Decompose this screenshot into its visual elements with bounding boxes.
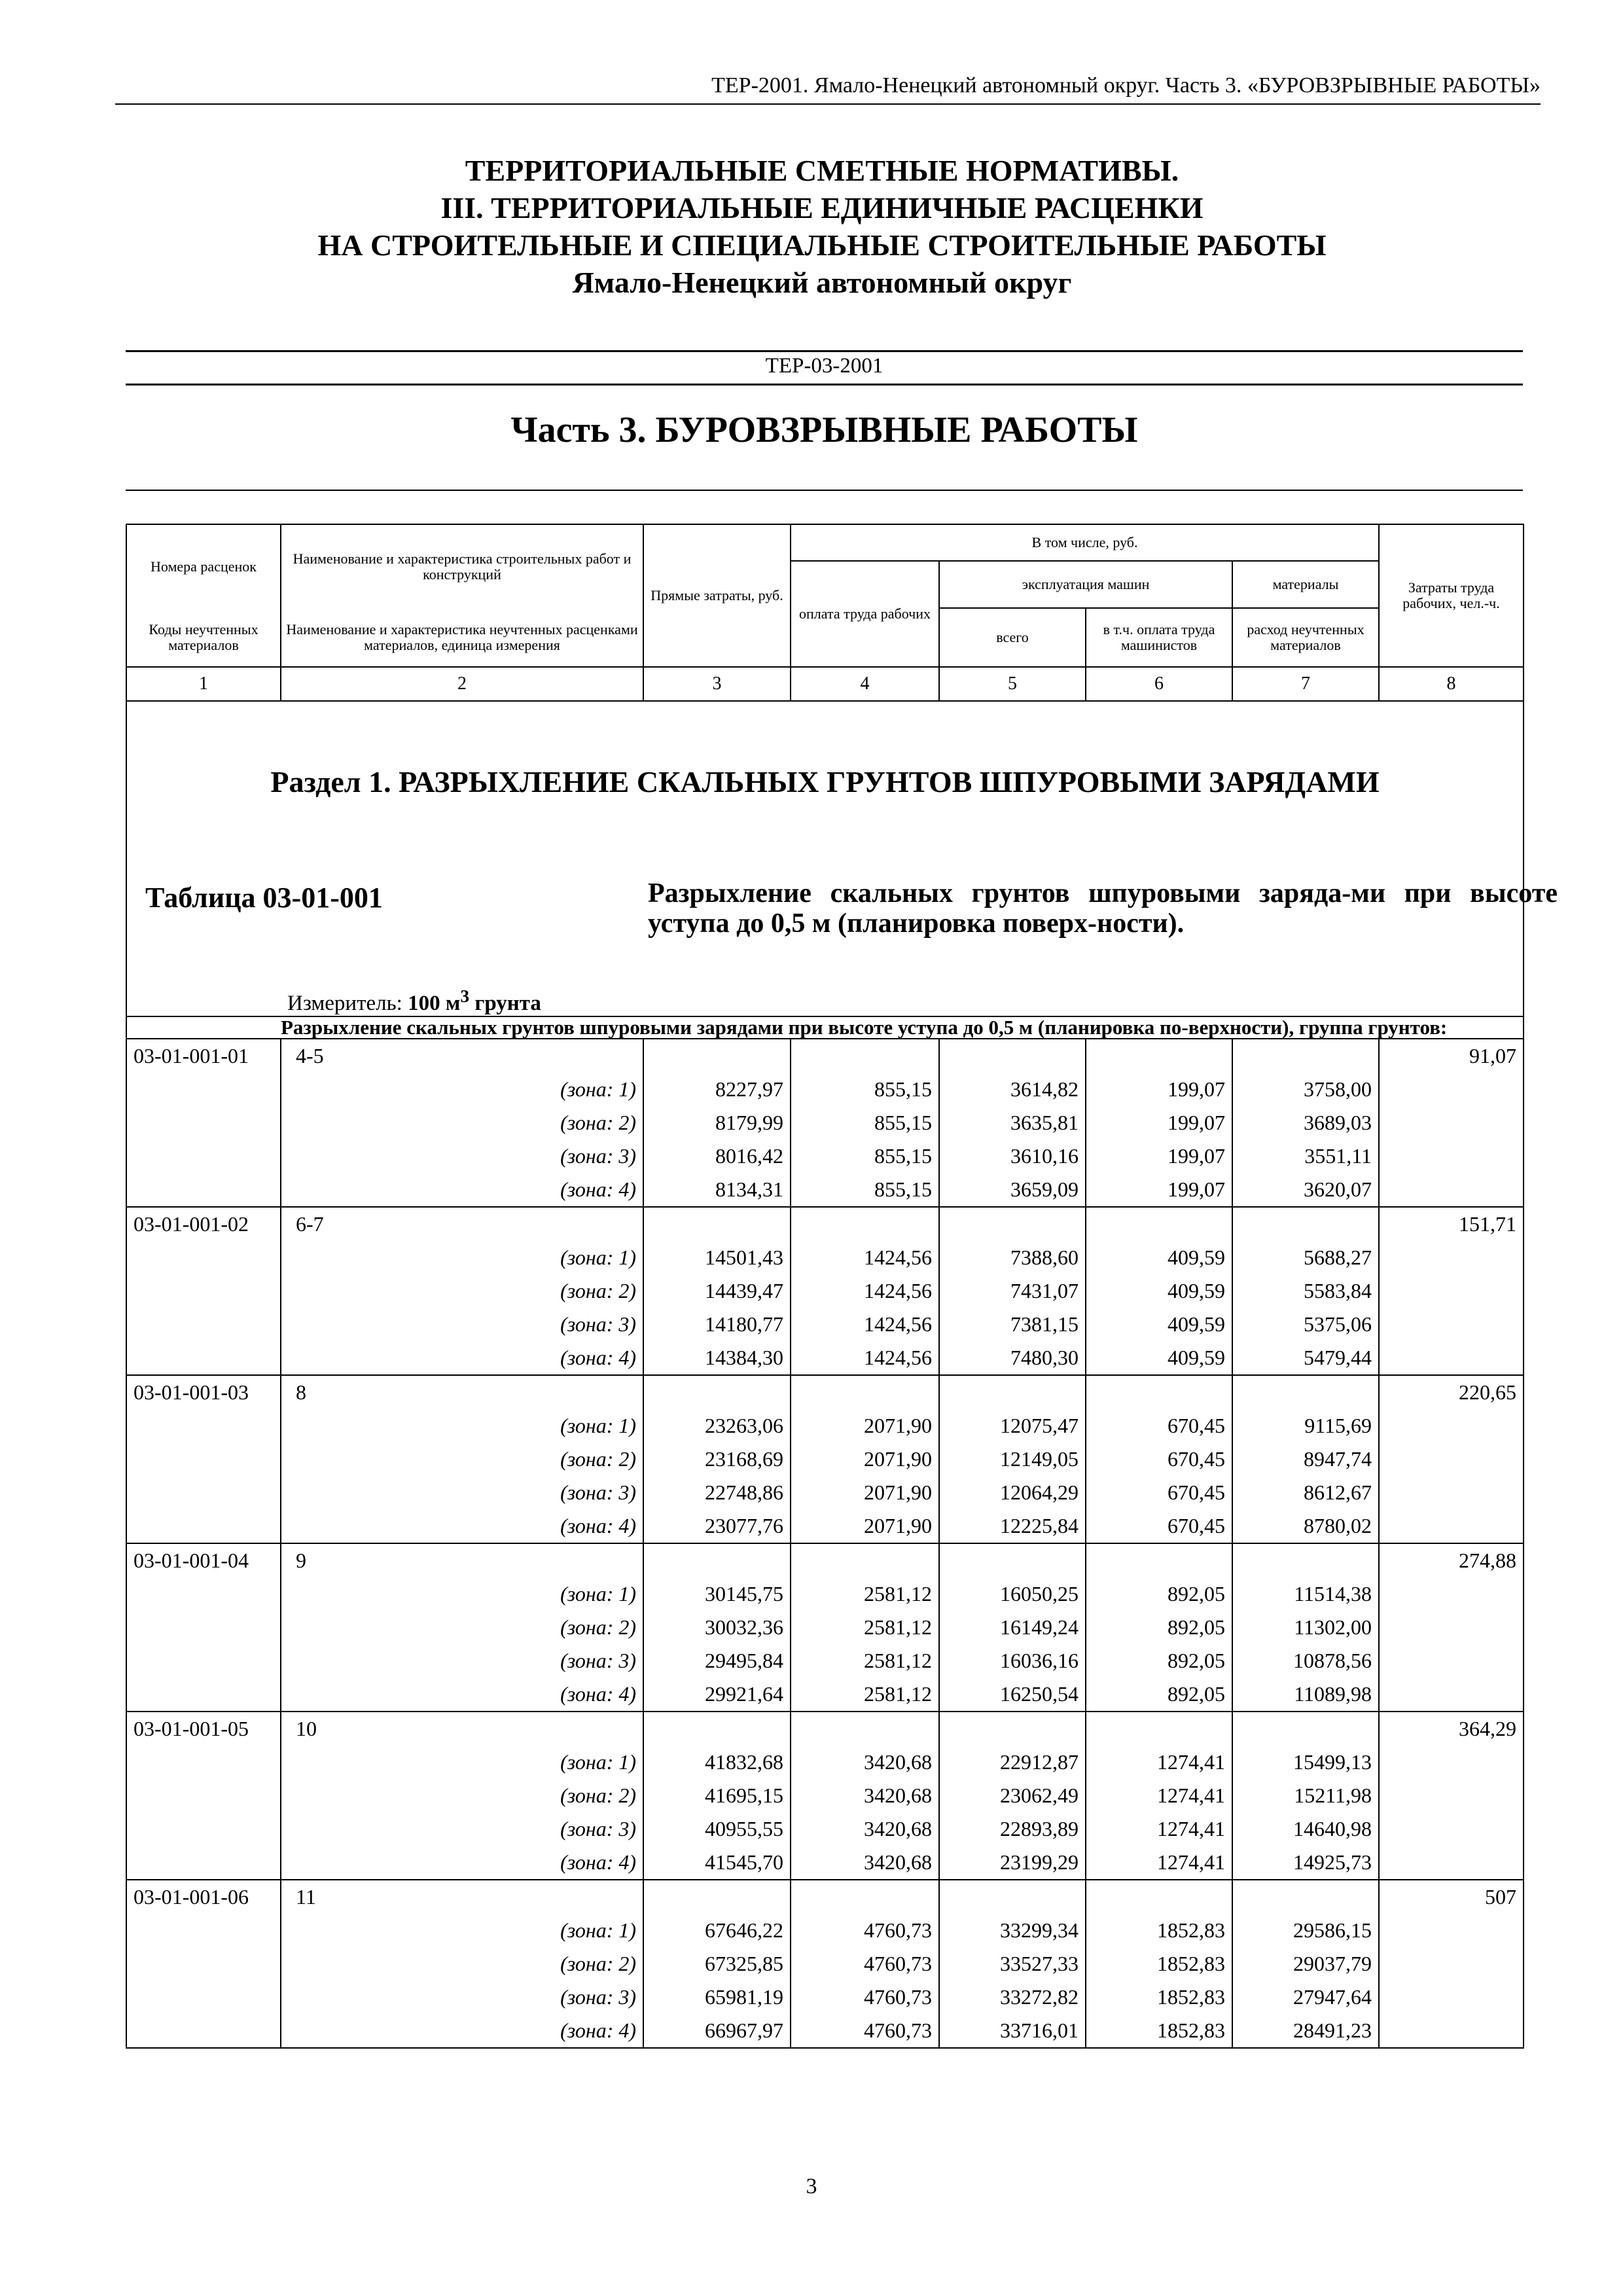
value-direct: 66967,97: [705, 2018, 783, 2042]
value-column-machines: [939, 1880, 1086, 2048]
value-spacer: [644, 1712, 783, 1746]
value-column-machinists: [1086, 1207, 1232, 1375]
rates-table: [126, 524, 1558, 2049]
value-column-machines: [939, 1207, 1086, 1375]
value-spacer: [1086, 1712, 1225, 1746]
meter-label: Измеритель:: [287, 992, 402, 1015]
value-pay: 855,15: [874, 1111, 932, 1134]
value-spacer: [940, 1544, 1079, 1577]
value-pay: 2071,90: [864, 1447, 932, 1471]
value-spacer: [940, 1039, 1079, 1073]
header-machinist-pay: в т.ч. оплата труда машинистов: [1086, 608, 1232, 667]
value-direct: 8227,97: [715, 1077, 783, 1101]
rate-label: 8: [296, 1380, 306, 1404]
value-materials: 15211,98: [1294, 1784, 1372, 1807]
value-spacer: [791, 1039, 932, 1073]
value-direct: 23168,69: [705, 1447, 783, 1471]
value-machinists: 1274,41: [1157, 1817, 1225, 1840]
title-line: Ямало-Ненецкий автономный округ: [572, 266, 1072, 299]
value-machines: 23199,29: [1000, 1850, 1079, 1874]
zone-label: (зона: 4): [560, 1682, 636, 1706]
value-column-direct: [643, 1207, 791, 1375]
rate-description: [281, 1039, 643, 1207]
value-spacer: [1086, 1376, 1225, 1409]
value-spacer: [940, 1712, 1079, 1746]
value-machinists: 670,45: [1168, 1447, 1225, 1471]
value-machinists: 199,07: [1168, 1077, 1225, 1101]
value-spacer: [1086, 1208, 1225, 1241]
value-column-machines: [939, 1375, 1086, 1543]
column-number: 1: [126, 667, 281, 701]
value-pay: 1424,56: [864, 1346, 932, 1369]
value-spacer: [1086, 1039, 1225, 1073]
value-spacer: [791, 1712, 932, 1746]
page-number: 3: [806, 2174, 817, 2198]
value-pay: 4760,73: [864, 2018, 932, 2042]
value-machines: 23062,49: [1000, 1784, 1079, 1807]
meter-line: [287, 986, 541, 1016]
value-spacer: [940, 1208, 1079, 1241]
value-machinists: 670,45: [1168, 1480, 1225, 1504]
value-direct: 30145,75: [705, 1582, 783, 1605]
value-pay: 2581,12: [864, 1682, 932, 1706]
rate-row: [126, 1375, 1524, 1543]
value-spacer: [1233, 1208, 1372, 1241]
value-pay: 855,15: [874, 1177, 932, 1201]
value-pay: 4760,73: [864, 1952, 932, 1975]
value-machinists: 1852,83: [1157, 2018, 1225, 2042]
rate-row: [126, 1543, 1524, 1712]
value-pay: 1424,56: [864, 1279, 932, 1302]
value-machines: 12075,47: [1000, 1414, 1079, 1437]
rate-description: [281, 1543, 643, 1712]
section-title: Раздел 1. РАЗРЫХЛЕНИЕ СКАЛЬНЫХ ГРУНТОВ ШПУРОВЫМИ ЗАРЯДАМИ: [270, 765, 1380, 798]
zone-label: (зона: 3): [560, 1480, 636, 1504]
value-machines: 12149,05: [1000, 1447, 1079, 1471]
value-spacer: [644, 1208, 783, 1241]
value-spacer: [940, 1880, 1079, 1914]
title-line: III. ТЕРРИТОРИАЛЬНЫЕ ЕДИНИЧНЫЕ РАСЦЕНКИ: [440, 191, 1204, 224]
labor-value: 91,07: [1379, 1039, 1524, 1207]
value-spacer: [940, 1376, 1079, 1409]
column-number: 3: [643, 667, 791, 701]
value-column-machinists: [1086, 1712, 1232, 1880]
rate-label: 9: [296, 1549, 306, 1572]
zone-label: (зона: 3): [560, 1817, 636, 1840]
value-direct: 41832,68: [705, 1750, 783, 1774]
value-machinists: 670,45: [1168, 1414, 1225, 1437]
value-pay: 2581,12: [864, 1649, 932, 1672]
value-column-pay: [791, 1880, 939, 2048]
value-machines: 3659,09: [1010, 1177, 1079, 1201]
value-spacer: [1233, 1376, 1372, 1409]
rate-label: 6-7: [296, 1212, 324, 1236]
rate-label: 4-5: [296, 1044, 324, 1067]
value-pay: 3420,68: [864, 1850, 932, 1874]
value-machinists: 1274,41: [1157, 1850, 1225, 1874]
zone-label: (зона: 4): [560, 2018, 636, 2042]
value-direct: 14439,47: [705, 1279, 783, 1302]
value-spacer: [644, 1039, 783, 1073]
value-machinists: 199,07: [1168, 1144, 1225, 1168]
value-machines: 33299,34: [1000, 1918, 1079, 1942]
value-direct: 29495,84: [705, 1649, 783, 1672]
section-block: [126, 701, 1558, 1016]
value-direct: 14501,43: [705, 1246, 783, 1269]
value-pay: 2071,90: [864, 1514, 932, 1537]
value-spacer: [791, 1208, 932, 1241]
value-column-pay: [791, 1375, 939, 1543]
header-machines-total: всего: [939, 608, 1086, 667]
value-machines: 7381,15: [1010, 1312, 1079, 1336]
zone-label: (зона: 4): [560, 1850, 636, 1874]
value-materials: 29586,15: [1293, 1918, 1372, 1942]
value-materials: 28491,23: [1293, 2018, 1372, 2042]
value-materials: 5583,84: [1304, 1279, 1372, 1302]
table-description: Разрыхление скальных грунтов шпуровыми заряда-ми при высоте уступа до 0,5 м (планировка поверх-ности).: [648, 878, 1558, 939]
value-spacer: [791, 1544, 932, 1577]
value-materials: 3758,00: [1304, 1077, 1372, 1101]
header-labor-costs: Затраты труда рабочих, чел.-ч.: [1379, 524, 1524, 667]
value-machinists: 892,05: [1168, 1582, 1225, 1605]
column-number: 8: [1379, 667, 1524, 701]
zone-label: (зона: 4): [560, 1514, 636, 1537]
rate-code: 03-01-001-02: [126, 1207, 281, 1375]
value-direct: 23263,06: [705, 1414, 783, 1437]
value-materials: 14640,98: [1293, 1817, 1372, 1840]
value-machines: 16050,25: [1000, 1582, 1079, 1605]
value-machinists: 1852,83: [1157, 1985, 1225, 2009]
value-column-pay: [791, 1039, 939, 1207]
value-column-materials: [1232, 1039, 1379, 1207]
value-column-direct: [643, 1880, 791, 2048]
value-machines: 7431,07: [1010, 1279, 1079, 1302]
zone-label: (зона: 1): [560, 1918, 636, 1942]
group-heading: Разрыхление скальных грунтов шпуровыми зарядами при высоте уступа до 0,5 м (планировка по-верхности), группа грунтов:: [281, 1016, 1524, 1039]
divider: [126, 350, 1523, 352]
value-pay: 2581,12: [864, 1582, 932, 1605]
value-pay: 3420,68: [864, 1817, 932, 1840]
value-machinists: 409,59: [1168, 1312, 1225, 1336]
value-spacer: [1233, 1880, 1372, 1914]
value-pay: 2071,90: [864, 1414, 932, 1437]
value-column-machinists: [1086, 1880, 1232, 2048]
value-direct: 22748,86: [705, 1480, 783, 1504]
value-direct: 8179,99: [715, 1111, 783, 1134]
value-machines: 33716,01: [1000, 2018, 1079, 2042]
value-materials: 3689,03: [1304, 1111, 1372, 1134]
value-materials: 11302,00: [1294, 1615, 1372, 1639]
value-direct: 41695,15: [705, 1784, 783, 1807]
zone-label: (зона: 1): [560, 1750, 636, 1774]
labor-value: 220,65: [1379, 1375, 1524, 1543]
zone-label: (зона: 2): [560, 1615, 636, 1639]
value-column-machinists: [1086, 1543, 1232, 1712]
value-spacer: [1086, 1880, 1225, 1914]
value-pay: 3420,68: [864, 1750, 932, 1774]
column-number: 4: [791, 667, 939, 701]
value-direct: 67325,85: [705, 1952, 783, 1975]
header-rate-numbers: Номера расценок: [126, 524, 281, 608]
value-spacer: [1233, 1712, 1372, 1746]
value-pay: 855,15: [874, 1144, 932, 1168]
value-materials: 15499,13: [1293, 1750, 1372, 1774]
meter-value: 100 $м^3$ грунта: [408, 986, 541, 1015]
value-column-materials: [1232, 1543, 1379, 1712]
value-materials: 11514,38: [1294, 1582, 1372, 1605]
value-column-direct: [643, 1712, 791, 1880]
table-label: Таблица 03-01-001: [145, 882, 383, 914]
value-machinists: 199,07: [1168, 1177, 1225, 1201]
column-number: 6: [1086, 667, 1232, 701]
rate-code: 03-01-001-03: [126, 1375, 281, 1543]
value-pay: 4760,73: [864, 1985, 932, 2009]
zone-label: (зона: 1): [560, 1077, 636, 1101]
rate-code: 03-01-001-04: [126, 1543, 281, 1712]
value-direct: 30032,36: [705, 1615, 783, 1639]
group-spacer: [126, 1016, 281, 1039]
value-direct: 14180,77: [705, 1312, 783, 1336]
zone-label: (зона: 3): [560, 1312, 636, 1336]
value-pay: 4760,73: [864, 1918, 932, 1942]
zone-label: (зона: 1): [560, 1582, 636, 1605]
value-machines: 22912,87: [1000, 1750, 1079, 1774]
zone-label: (зона: 1): [560, 1246, 636, 1269]
value-spacer: [644, 1880, 783, 1914]
header-material-use: расход неучтенных материалов: [1232, 608, 1379, 667]
title-line: ТЕРРИТОРИАЛЬНЫЕ СМЕТНЫЕ НОРМАТИВЫ.: [465, 154, 1179, 187]
column-number: 2: [281, 667, 643, 701]
value-machines: 7480,30: [1010, 1346, 1079, 1369]
zone-label: (зона: 4): [560, 1346, 636, 1369]
value-machines: 12225,84: [1000, 1514, 1079, 1537]
value-column-pay: [791, 1207, 939, 1375]
rate-description: [281, 1880, 643, 2048]
value-materials: 10878,56: [1293, 1649, 1372, 1672]
rate-description: [281, 1375, 643, 1543]
value-column-pay: [791, 1543, 939, 1712]
value-direct: 14384,30: [705, 1346, 783, 1369]
header-including: В том числе, руб.: [791, 524, 1379, 561]
value-materials: 5479,44: [1304, 1346, 1372, 1369]
value-direct: 67646,22: [705, 1918, 783, 1942]
value-machines: 33272,82: [1000, 1985, 1079, 2009]
document-code: ТЕР-03-2001: [765, 354, 883, 378]
value-column-direct: [643, 1375, 791, 1543]
zone-label: (зона: 4): [560, 1177, 636, 1201]
header-labor-pay: оплата труда рабочих: [791, 561, 939, 667]
value-spacer: [1233, 1039, 1372, 1073]
rate-label: 10: [296, 1717, 317, 1740]
rate-description: [281, 1712, 643, 1880]
value-direct: 29921,64: [705, 1682, 783, 1706]
value-spacer: [1233, 1544, 1372, 1577]
value-materials: 3620,07: [1304, 1177, 1372, 1201]
value-machines: 12064,29: [1000, 1480, 1079, 1504]
value-spacer: [791, 1880, 932, 1914]
rate-code: 03-01-001-05: [126, 1712, 281, 1880]
zone-label: (зона: 2): [560, 1279, 636, 1302]
zone-label: (зона: 2): [560, 1111, 636, 1134]
header-unaccounted-names: Наименование и характеристика неучтенных расценками материалов, единица измерения: [281, 608, 643, 667]
running-header: ТЕР-2001. Ямало-Ненецкий автономный округ. Часть 3. «БУРОВЗРЫВНЫЕ РАБОТЫ»: [115, 73, 1541, 105]
divider: [126, 384, 1523, 386]
value-materials: 14925,73: [1293, 1850, 1372, 1874]
zone-label: (зона: 1): [560, 1414, 636, 1437]
value-materials: 29037,79: [1293, 1952, 1372, 1975]
value-machinists: 409,59: [1168, 1346, 1225, 1369]
value-machinists: 1852,83: [1157, 1952, 1225, 1975]
value-direct: 40955,55: [705, 1817, 783, 1840]
value-column-machinists: [1086, 1039, 1232, 1207]
value-materials: 8947,74: [1304, 1447, 1372, 1471]
value-column-direct: [643, 1039, 791, 1207]
value-column-materials: [1232, 1375, 1379, 1543]
value-column-machines: [939, 1039, 1086, 1207]
value-pay: 2071,90: [864, 1480, 932, 1504]
title-line: НА СТРОИТЕЛЬНЫЕ И СПЕЦИАЛЬНЫЕ СТРОИТЕЛЬНЫЕ РАБОТЫ: [317, 228, 1327, 262]
value-machines: 22893,89: [1000, 1817, 1079, 1840]
value-machines: 16036,16: [1000, 1649, 1079, 1672]
rate-label: 11: [296, 1885, 316, 1909]
value-spacer: [1086, 1544, 1225, 1577]
value-direct: 8016,42: [715, 1144, 783, 1168]
header-machine-operation: эксплуатация машин: [939, 561, 1232, 608]
value-spacer: [644, 1544, 783, 1577]
value-machinists: 892,05: [1168, 1649, 1225, 1672]
rate-description: [281, 1207, 643, 1375]
value-materials: 9115,69: [1304, 1414, 1372, 1437]
value-column-materials: [1232, 1712, 1379, 1880]
value-machines: 16250,54: [1000, 1682, 1079, 1706]
table-body: [126, 524, 1558, 2048]
value-materials: 3551,11: [1304, 1144, 1372, 1168]
value-materials: 8612,67: [1304, 1480, 1372, 1504]
value-machines: 16149,24: [1000, 1615, 1079, 1639]
part-title: Часть 3. БУРОВЗРЫВНЫЕ РАБОТЫ: [510, 410, 1138, 450]
zone-label: (зона: 2): [560, 1952, 636, 1975]
value-spacer: [791, 1376, 932, 1409]
value-machinists: 670,45: [1168, 1514, 1225, 1537]
value-machinists: 1274,41: [1157, 1784, 1225, 1807]
column-number: 7: [1232, 667, 1379, 701]
value-column-machines: [939, 1712, 1086, 1880]
value-machinists: 1852,83: [1157, 1918, 1225, 1942]
value-direct: 23077,76: [705, 1514, 783, 1537]
divider: [126, 490, 1523, 491]
header-work-name: Наименование и характеристика строительных работ и конструкций: [281, 524, 643, 608]
rate-row: [126, 1207, 1524, 1375]
rate-code: 03-01-001-01: [126, 1039, 281, 1207]
value-pay: 855,15: [874, 1077, 932, 1101]
value-materials: 8780,02: [1304, 1514, 1372, 1537]
value-column-machinists: [1086, 1375, 1232, 1543]
value-pay: 2581,12: [864, 1615, 932, 1639]
value-direct: 8134,31: [715, 1177, 783, 1201]
value-column-materials: [1232, 1207, 1379, 1375]
value-machinists: 199,07: [1168, 1111, 1225, 1134]
value-direct: 41545,70: [705, 1850, 783, 1874]
value-machinists: 892,05: [1168, 1682, 1225, 1706]
value-materials: 5688,27: [1304, 1246, 1372, 1269]
column-number: 5: [939, 667, 1086, 701]
value-pay: 3420,68: [864, 1784, 932, 1807]
value-pay: 1424,56: [864, 1312, 932, 1336]
value-direct: 65981,19: [705, 1985, 783, 2009]
value-column-materials: [1232, 1880, 1379, 2048]
zone-label: (зона: 3): [560, 1144, 636, 1168]
labor-value: 151,71: [1379, 1207, 1524, 1375]
header-direct-costs: Прямые затраты, руб.: [643, 524, 791, 667]
value-spacer: [644, 1376, 783, 1409]
zone-label: (зона: 3): [560, 1985, 636, 2009]
labor-value: 274,88: [1379, 1543, 1524, 1712]
value-materials: 27947,64: [1293, 1985, 1372, 2009]
value-machinists: 409,59: [1168, 1246, 1225, 1269]
value-machinists: 409,59: [1168, 1279, 1225, 1302]
value-machines: 3635,81: [1010, 1111, 1079, 1134]
zone-label: (зона: 2): [560, 1447, 636, 1471]
rate-row: [126, 1039, 1524, 1207]
value-machinists: 892,05: [1168, 1615, 1225, 1639]
rate-row: [126, 1880, 1524, 2048]
header-materials: материалы: [1232, 561, 1379, 608]
rate-code: 03-01-001-06: [126, 1880, 281, 2048]
value-column-machines: [939, 1543, 1086, 1712]
document-title: [115, 152, 1529, 301]
labor-value: 364,29: [1379, 1712, 1524, 1880]
header-unaccounted-codes: Коды неучтенных материалов: [126, 608, 281, 667]
value-machines: 33527,33: [1000, 1952, 1079, 1975]
value-pay: 1424,56: [864, 1246, 932, 1269]
value-materials: 5375,06: [1304, 1312, 1372, 1336]
zone-label: (зона: 2): [560, 1784, 636, 1807]
value-materials: 11089,98: [1294, 1682, 1372, 1706]
value-machines: 3614,82: [1010, 1077, 1079, 1101]
value-column-direct: [643, 1543, 791, 1712]
value-machines: 7388,60: [1010, 1246, 1079, 1269]
rate-row: [126, 1712, 1524, 1880]
labor-value: 507: [1379, 1880, 1524, 2048]
zone-label: (зона: 3): [560, 1649, 636, 1672]
value-column-pay: [791, 1712, 939, 1880]
value-machinists: 1274,41: [1157, 1750, 1225, 1774]
value-machines: 3610,16: [1010, 1144, 1079, 1168]
